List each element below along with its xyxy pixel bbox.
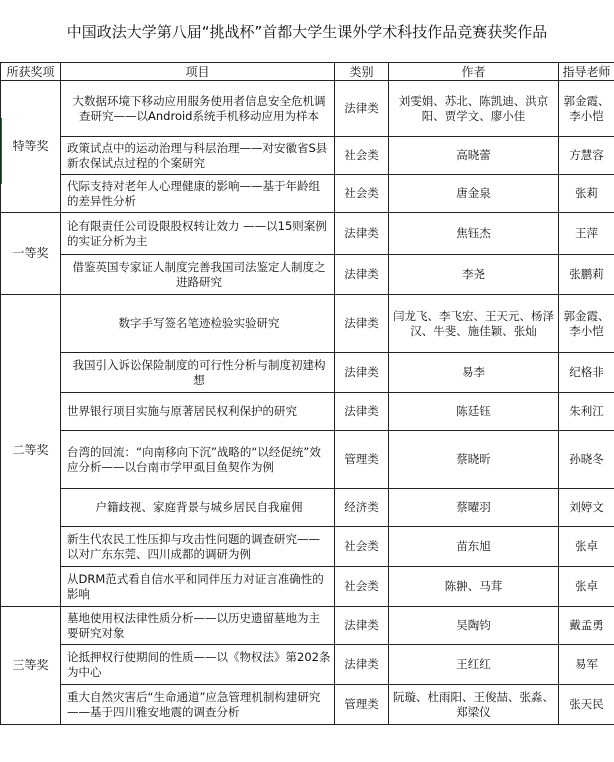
table-row	[1, 213, 614, 255]
table-row	[1, 645, 614, 685]
table-row	[1, 255, 614, 295]
author-cell: 高晓蕾	[389, 137, 559, 175]
author-cell: 易李	[389, 353, 559, 393]
category-cell: 法律类	[335, 255, 389, 295]
category-cell: 法律类	[335, 295, 389, 353]
award-third: 三等奖	[1, 607, 61, 725]
table-row	[1, 431, 614, 489]
table-row	[1, 81, 614, 137]
award-first: 一等奖	[1, 213, 61, 295]
author-cell: 吴陶钧	[389, 607, 559, 645]
category-cell: 法律类	[335, 607, 389, 645]
table-row	[1, 137, 614, 175]
author-cell: 李尧	[389, 255, 559, 295]
category-cell: 管理类	[335, 685, 389, 725]
advisor-cell: 纪格非	[559, 353, 614, 393]
table-row	[1, 175, 614, 213]
advisor-cell: 郭金霞、李小恺	[559, 295, 614, 353]
advisor-cell: 刘婷文	[559, 489, 614, 527]
table-row	[1, 685, 614, 725]
project-cell: 代际支持对老年人心理健康的影响——基于年龄组的差异性分析	[61, 175, 335, 213]
header-award: 所获奖项	[1, 63, 61, 81]
project-cell: 大数据环境下移动应用服务使用者信息安全危机调查研究——以Android系统手机移动应用为样本	[61, 81, 335, 137]
advisor-cell: 张天民	[559, 685, 614, 725]
category-cell: 经济类	[335, 489, 389, 527]
advisor-cell: 易军	[559, 645, 614, 685]
project-cell: 数字手写签名笔迹检验实验研究	[61, 295, 335, 353]
table-row	[1, 393, 614, 431]
table-row	[1, 607, 614, 645]
category-cell: 法律类	[335, 81, 389, 137]
category-cell: 法律类	[335, 393, 389, 431]
project-cell: 重大自然灾害后“生命通道”应急管理机制构建研究——基于四川雅安地震的调查分析	[61, 685, 335, 725]
advisor-cell: 王萍	[559, 213, 614, 255]
advisor-cell: 戴孟勇	[559, 607, 614, 645]
advisor-cell: 方慧容	[559, 137, 614, 175]
advisor-cell: 张鹏莉	[559, 255, 614, 295]
project-cell: 新生代农民工性压抑与攻击性问题的调查研究——以对广东东莞、四川成都的调研为例	[61, 527, 335, 567]
category-cell: 法律类	[335, 645, 389, 685]
author-cell: 阮璇、杜雨阳、王俊喆、张淼、郑梁仪	[389, 685, 559, 725]
table-row	[1, 295, 614, 353]
table-row	[1, 353, 614, 393]
author-cell: 刘雯娟、苏北、陈凯迪、洪京阳、贾学文、廖小佳	[389, 81, 559, 137]
author-cell: 蔡曜羽	[389, 489, 559, 527]
category-cell: 社会类	[335, 137, 389, 175]
project-cell: 从DRM范式看自信水平和同伴压力对证言准确性的影响	[61, 567, 335, 607]
project-cell: 政策试点中的运动治理与科层治理——对安徽省S县新农保试点过程的个案研究	[61, 137, 335, 175]
page-title: 中国政法大学第八届“挑战杯”首都大学生课外学术科技作品竞赛获奖作品	[66, 22, 548, 41]
advisor-cell: 朱利江	[559, 393, 614, 431]
table-row	[1, 527, 614, 567]
category-cell: 法律类	[335, 353, 389, 393]
advisor-cell: 郭金霞、李小恺	[559, 81, 614, 137]
advisor-cell: 孙晓冬	[559, 431, 614, 489]
project-cell: 墓地使用权法律性质分析——以历史遗留墓地为主要研究对象	[61, 607, 335, 645]
project-cell: 我国引入诉讼保险制度的可行性分析与制度初建构想	[61, 353, 335, 393]
category-cell: 法律类	[335, 213, 389, 255]
category-cell: 社会类	[335, 567, 389, 607]
author-cell: 王红红	[389, 645, 559, 685]
header-category: 类别	[335, 63, 389, 81]
header-author: 作者	[389, 63, 559, 81]
author-cell: 焦钰杰	[389, 213, 559, 255]
author-cell: 陈廷钰	[389, 393, 559, 431]
award-second: 二等奖	[1, 295, 61, 607]
advisor-cell: 张卓	[559, 527, 614, 567]
category-cell: 社会类	[335, 527, 389, 567]
awards-table	[0, 62, 614, 725]
table-row	[1, 489, 614, 527]
category-cell: 管理类	[335, 431, 389, 489]
project-cell: 世界银行项目实施与原著居民权利保护的研究	[61, 393, 335, 431]
author-cell: 唐金泉	[389, 175, 559, 213]
author-cell: 蔡晓昕	[389, 431, 559, 489]
table-row	[1, 567, 614, 607]
advisor-cell: 张莉	[559, 175, 614, 213]
award-special: 特等奖	[1, 81, 61, 213]
author-cell: 闫龙飞、李飞宏、王天元、杨泽汉、牛斐、施佳颖、张灿	[389, 295, 559, 353]
author-cell: 苗东旭	[389, 527, 559, 567]
advisor-cell: 张卓	[559, 567, 614, 607]
header-advisor: 指导老师	[559, 63, 614, 81]
header-project: 项目	[61, 63, 335, 81]
project-cell: 论抵押权行使期间的性质——以《物权法》第202条为中心	[61, 645, 335, 685]
project-cell: 借鉴英国专家证人制度完善我国司法鉴定人制度之进路研究	[61, 255, 335, 295]
project-cell: 台湾的回流：“向南移向下沉”战略的“以经促统”效应分析——以台南市学甲虱目鱼契作为例	[61, 431, 335, 489]
author-cell: 陈翀、马茸	[389, 567, 559, 607]
category-cell: 社会类	[335, 175, 389, 213]
project-cell: 户籍歧视、家庭背景与城乡居民自我雇佣	[61, 489, 335, 527]
project-cell: 论有限责任公司设限股权转让效力 ——以15则案例的实证分析为主	[61, 213, 335, 255]
header-row	[1, 63, 614, 81]
